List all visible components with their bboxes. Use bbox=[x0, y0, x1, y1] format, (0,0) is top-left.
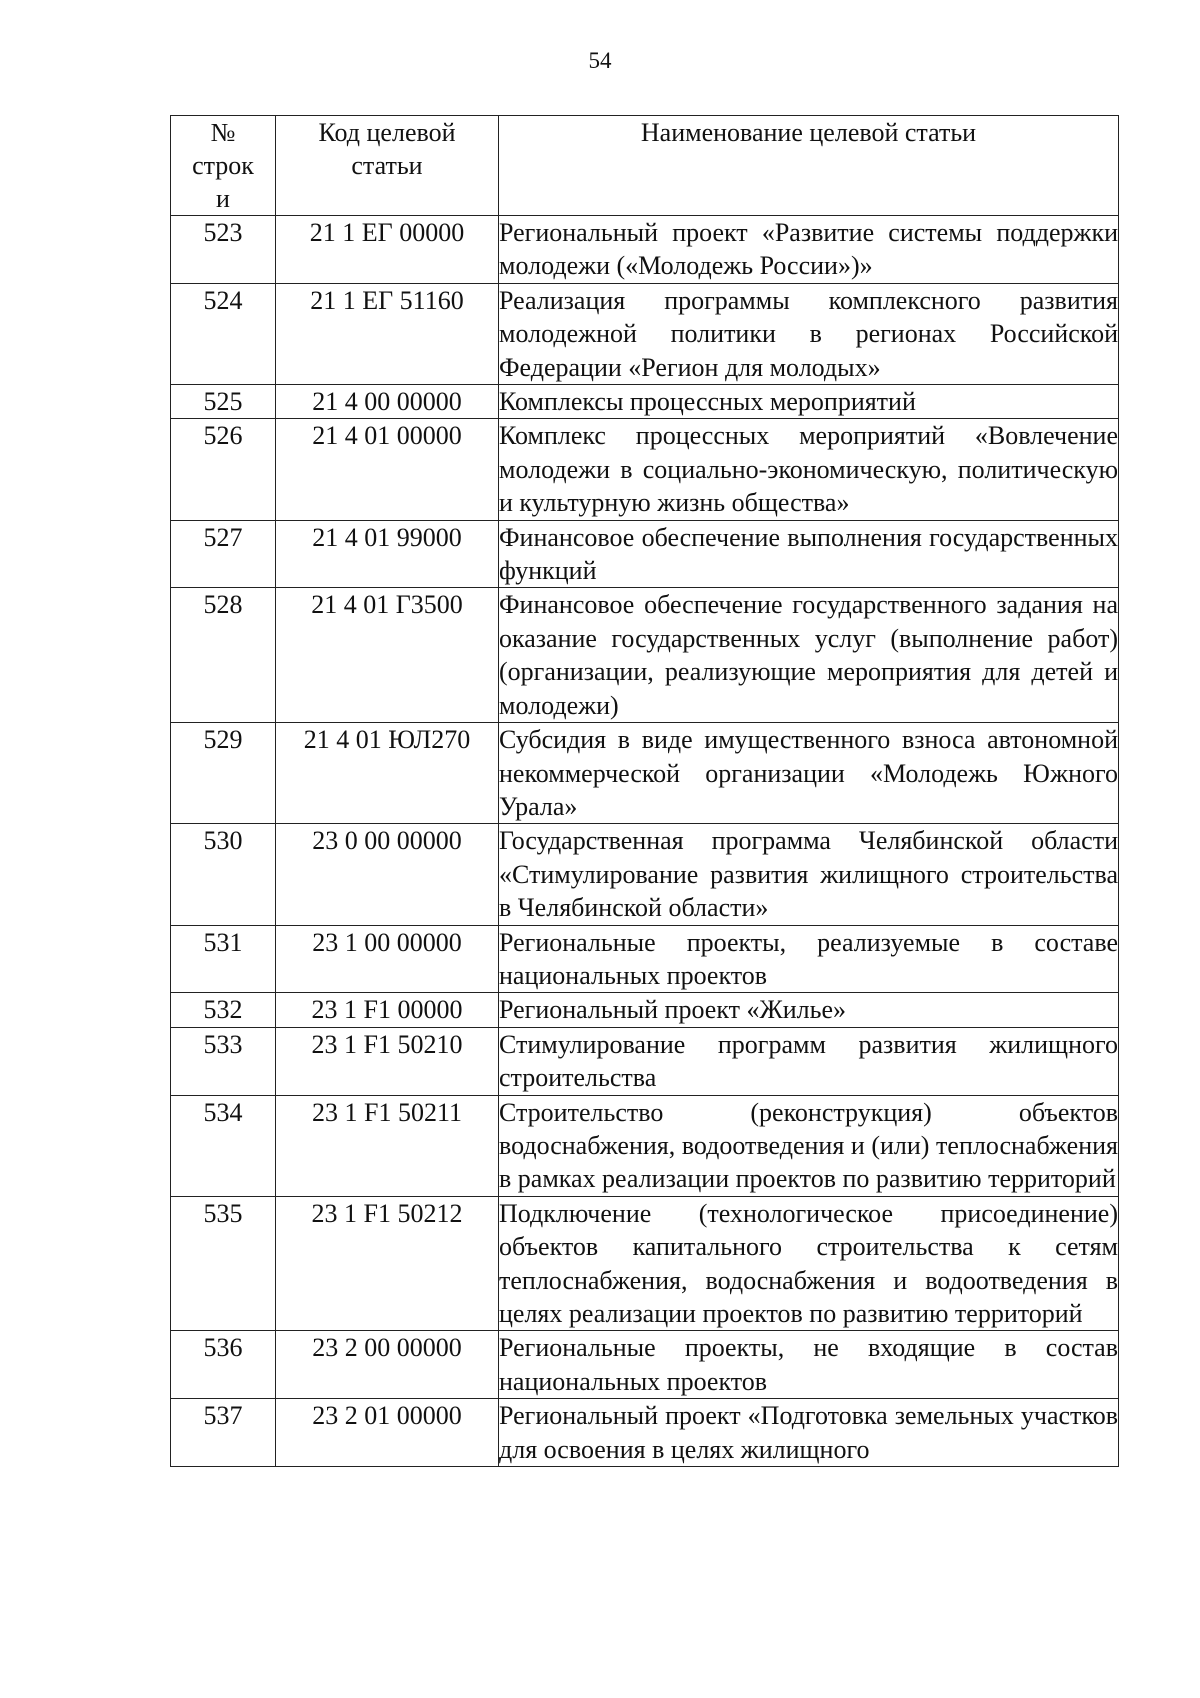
row-number-cell: 527 bbox=[171, 520, 276, 588]
code-cell: 23 1 00 00000 bbox=[276, 925, 499, 993]
table-row bbox=[171, 216, 1119, 284]
name-cell: Региональные проекты, реализуемые в составе национальных проектов bbox=[499, 925, 1119, 993]
name-cell: Региональный проект «Развитие системы поддержки молодежи («Молодежь России»)» bbox=[499, 216, 1119, 284]
code-cell: 21 1 ЕГ 51160 bbox=[276, 283, 499, 384]
code-cell: 23 1 F1 50210 bbox=[276, 1027, 499, 1095]
code-cell: 21 4 00 00000 bbox=[276, 385, 499, 419]
row-number-cell: 536 bbox=[171, 1331, 276, 1399]
row-number-cell: 531 bbox=[171, 925, 276, 993]
name-cell: Комплекс процессных мероприятий «Вовлечение молодежи в социально-экономическую, политическую и культурную жизнь общества» bbox=[499, 419, 1119, 520]
row-number-cell: 526 bbox=[171, 419, 276, 520]
table-row bbox=[171, 1095, 1119, 1196]
code-cell: 23 2 00 00000 bbox=[276, 1331, 499, 1399]
page-number: 54 bbox=[588, 48, 612, 73]
row-number-cell: 532 bbox=[171, 993, 276, 1027]
header-row-number-line: № bbox=[210, 118, 236, 147]
table-row bbox=[171, 385, 1119, 419]
name-cell: Финансовое обеспечение выполнения государственных функций bbox=[499, 520, 1119, 588]
table-row bbox=[171, 993, 1119, 1027]
table-body bbox=[171, 216, 1119, 1467]
name-cell: Комплексы процессных мероприятий bbox=[499, 385, 1119, 419]
name-cell: Реализация программы комплексного развития молодежной политики в регионах Российской Федерации «Регион для молодых» bbox=[499, 283, 1119, 384]
table-row bbox=[171, 1027, 1119, 1095]
row-number-cell: 524 bbox=[171, 283, 276, 384]
table-row bbox=[171, 520, 1119, 588]
code-cell: 21 4 01 ЮЛ270 bbox=[276, 723, 499, 824]
name-cell: Субсидия в виде имущественного взноса автономной некоммерческой организации «Молодежь Южного Урала» bbox=[499, 723, 1119, 824]
code-cell: 23 1 F1 50212 bbox=[276, 1196, 499, 1331]
code-cell: 21 4 01 Г3500 bbox=[276, 588, 499, 723]
header-row-number bbox=[171, 116, 276, 216]
table-row bbox=[171, 588, 1119, 723]
code-cell: 21 4 01 00000 bbox=[276, 419, 499, 520]
header-code-line: Код целевой bbox=[318, 118, 456, 147]
table-row bbox=[171, 1399, 1119, 1467]
table-row bbox=[171, 419, 1119, 520]
row-number-cell: 525 bbox=[171, 385, 276, 419]
header-code-line: статьи bbox=[351, 151, 423, 180]
table-row bbox=[171, 925, 1119, 993]
name-cell: Строительство (реконструкция) объектов водоснабжения, водоотведения и (или) теплоснабжения в рамках реализации проектов по развитию территорий bbox=[499, 1095, 1119, 1196]
table-row bbox=[171, 1331, 1119, 1399]
name-cell: Региональные проекты, не входящие в состав национальных проектов bbox=[499, 1331, 1119, 1399]
row-number-cell: 533 bbox=[171, 1027, 276, 1095]
row-number-cell: 523 bbox=[171, 216, 276, 284]
row-number-cell: 534 bbox=[171, 1095, 276, 1196]
code-cell: 23 2 01 00000 bbox=[276, 1399, 499, 1467]
code-cell: 23 0 00 00000 bbox=[276, 824, 499, 925]
code-cell: 23 1 F1 00000 bbox=[276, 993, 499, 1027]
target-articles-table bbox=[170, 115, 1119, 1467]
row-number-cell: 530 bbox=[171, 824, 276, 925]
code-cell: 23 1 F1 50211 bbox=[276, 1095, 499, 1196]
row-number-cell: 528 bbox=[171, 588, 276, 723]
table-row bbox=[171, 1196, 1119, 1331]
table-row bbox=[171, 824, 1119, 925]
table-row bbox=[171, 723, 1119, 824]
name-cell: Подключение (технологическое присоединение) объектов капитального строительства к сетям теплоснабжения, водоснабжения и водоотведения в целях реализации проектов по развитию территорий bbox=[499, 1196, 1119, 1331]
table-header-row bbox=[171, 116, 1119, 216]
header-row-number-line: строк bbox=[192, 151, 254, 180]
name-cell: Государственная программа Челябинской области «Стимулирование развития жилищного строительства в Челябинской области» bbox=[499, 824, 1119, 925]
row-number-cell: 535 bbox=[171, 1196, 276, 1331]
code-cell: 21 1 ЕГ 00000 bbox=[276, 216, 499, 284]
row-number-cell: 529 bbox=[171, 723, 276, 824]
name-cell: Финансовое обеспечение государственного задания на оказание государственных услуг (выполнение работ) (организации, реализующие мероприятия для детей и молодежи) bbox=[499, 588, 1119, 723]
code-cell: 21 4 01 99000 bbox=[276, 520, 499, 588]
name-cell: Стимулирование программ развития жилищного строительства bbox=[499, 1027, 1119, 1095]
table-row bbox=[171, 283, 1119, 384]
header-name: Наименование целевой статьи bbox=[499, 116, 1119, 216]
name-cell: Региональный проект «Жилье» bbox=[499, 993, 1119, 1027]
name-cell: Региональный проект «Подготовка земельных участков для освоения в целях жилищного bbox=[499, 1399, 1119, 1467]
header-code bbox=[276, 116, 499, 216]
row-number-cell: 537 bbox=[171, 1399, 276, 1467]
header-row-number-line: и bbox=[216, 184, 230, 213]
